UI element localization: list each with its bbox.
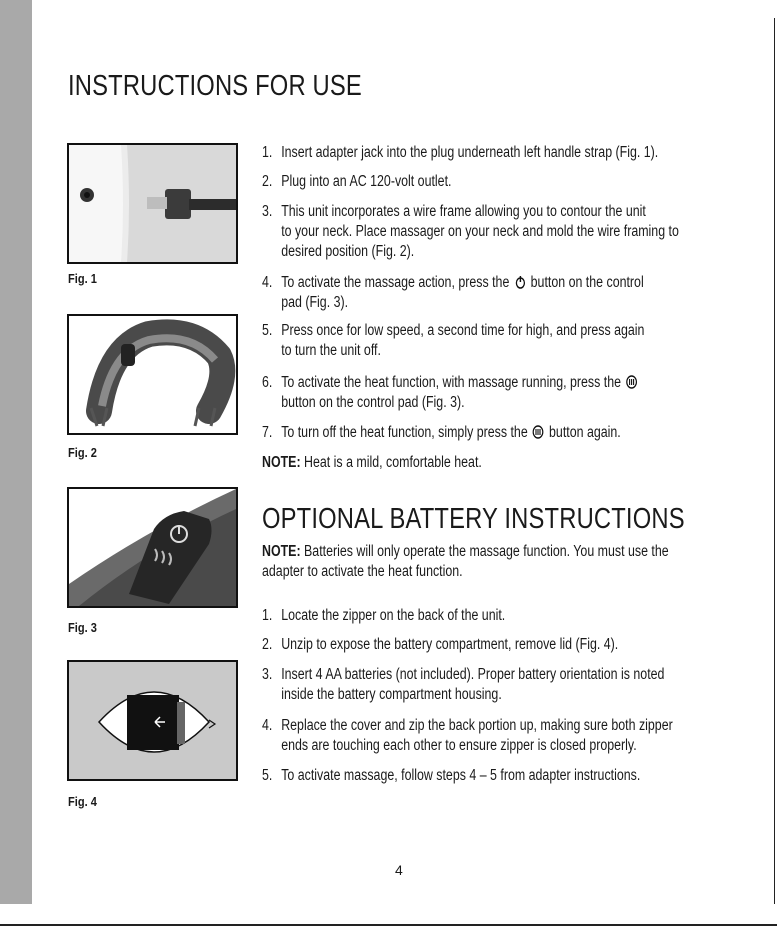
step-7: 7. To turn off the heat function, simply press the button again.	[262, 424, 621, 441]
figure-4-caption: Fig. 4	[68, 794, 97, 809]
battery-section-title: OPTIONAL BATTERY INSTRUCTIONS	[262, 503, 685, 535]
page-number: 4	[395, 862, 403, 878]
step-4: 4. To activate the massage action, press the button on the control pad (Fig. 3).	[262, 274, 644, 311]
battery-compartment-diagram-icon	[69, 662, 236, 779]
bottom-rule	[0, 924, 777, 926]
battery-note: NOTE: Batteries will only operate the massage function. You must use the adapter to activate the heat function.	[262, 543, 669, 580]
control-pad-photo-icon	[69, 489, 236, 606]
heat-icon	[533, 425, 544, 439]
neck-massager-photo-icon	[69, 316, 236, 433]
figure-1-caption: Fig. 1	[68, 271, 97, 286]
step-1: 1. Insert adapter jack into the plug underneath left handle strap (Fig. 1).	[262, 144, 659, 161]
battery-step-3: 3. Insert 4 AA batteries (not included). Proper battery orientation is noted inside the battery compartment housing.	[262, 666, 665, 703]
step-2: 2. Plug into an AC 120-volt outlet.	[262, 173, 452, 190]
heat-note: NOTE: Heat is a mild, comfortable heat.	[262, 454, 482, 471]
figure-3-caption: Fig. 3	[68, 620, 97, 635]
figure-1	[67, 143, 238, 264]
step-3: 3. This unit incorporates a wire frame allowing you to contour the unit to your neck. Place massager on your neck and mold the wire framing to desired position (Fig. 2).	[262, 203, 679, 260]
step-6: 6. To activate the heat function, with massage running, press the button on the control pad (Fig. 3).	[262, 373, 731, 413]
power-icon	[514, 275, 525, 289]
battery-step-4: 4. Replace the cover and zip the back portion up, making sure both zipper ends are touching each other to ensure zipper is closed properly.	[262, 717, 673, 754]
step-5: 5. Press once for low speed, a second time for high, and press again to turn the unit off.	[262, 322, 645, 359]
heat-icon	[626, 375, 637, 389]
right-margin-rule	[774, 18, 775, 904]
figure-2-caption: Fig. 2	[68, 445, 97, 460]
battery-step-2: 2. Unzip to expose the battery compartment, remove lid (Fig. 4).	[262, 636, 619, 653]
page-title: INSTRUCTIONS FOR USE	[68, 70, 362, 102]
adapter-plug-photo-icon	[69, 145, 236, 262]
figure-2	[67, 314, 238, 435]
figure-3	[67, 487, 238, 608]
battery-step-1: 1. Locate the zipper on the back of the unit.	[262, 607, 506, 624]
page-spine-bar	[0, 0, 32, 904]
battery-step-5: 5. To activate massage, follow steps 4 – 5 from adapter instructions.	[262, 767, 641, 784]
figure-4	[67, 660, 238, 781]
